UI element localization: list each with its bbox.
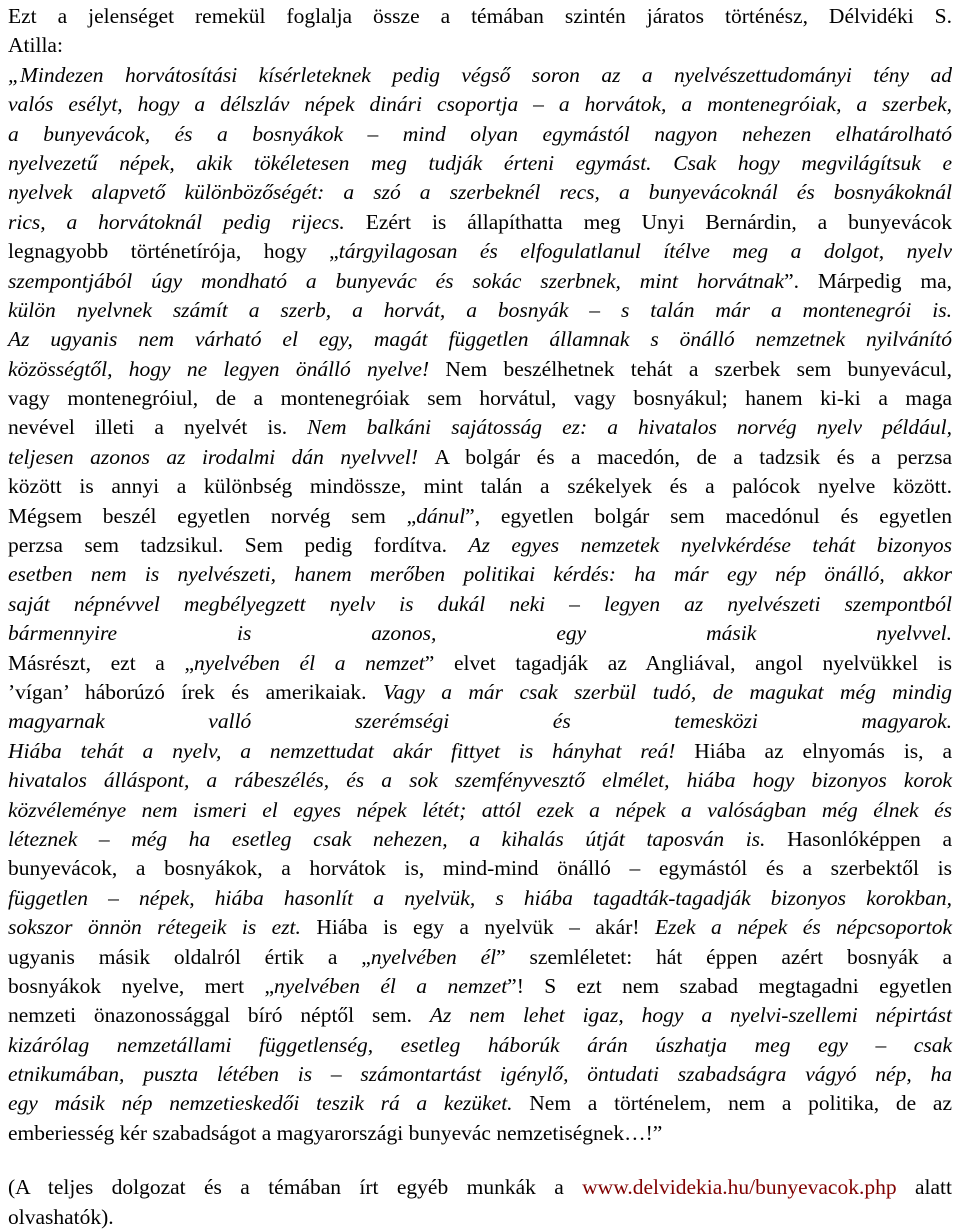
quote-line (8, 443, 952, 472)
quote-line (8, 884, 952, 913)
quote-text-segment: nyelvében él (370, 944, 497, 969)
quote-text-segment: a bunyevácok, és a bosnyákok – mind olyan egymástól nagyon nehezen elhatárolható (8, 121, 952, 146)
quote-text-segment: nevével illeti a nyelvét is. (8, 415, 308, 440)
quote-line (8, 531, 952, 560)
quote-line (8, 61, 952, 90)
quote-text-segment: „Mindezen horvátosítási kísérleteknek pedig végső soron az a nyelvészettudományi tény ad (8, 62, 952, 87)
quote-text-segment: Az nem lehet igaz, hogy a nyelvi-szellemi népirtást (429, 1003, 952, 1028)
quote-text-segment: hivatalos álláspont, a rábeszélés, és a sok szemfényvesztő elmélet, hiába hogy bizonyos korok (8, 768, 952, 793)
quote-text-segment: dánul (416, 503, 466, 528)
quote-line (8, 825, 952, 854)
quote-text-segment: Az egyes nemzetek nyelvkérdése tehát bizonyos (468, 533, 953, 558)
quote-text-segment: Hiába is egy a nyelvük – akár! (316, 915, 655, 940)
quote-line (8, 1001, 952, 1030)
quote-text-segment: Nem balkáni sajátosság ez: a hivatalos norvég nyelv például, (307, 415, 952, 440)
quote-text-segment: Az ugyanis nem várható el egy, magát független államnak s önálló nemzetnek nyilvánító (8, 327, 952, 352)
quote-text-segment: Hiába az elnyomás is, a (694, 738, 953, 763)
source-link[interactable]: www.delvidekia.hu/bunyevacok.php (582, 1175, 897, 1200)
intro-paragraph (8, 2, 952, 61)
quote-line (8, 355, 952, 384)
quote-text-segment: Ezért is állapíthatta meg Unyi Bernárdin, a bunyevácok (365, 209, 953, 234)
quote-text-segment: közvéleménye nem ismeri el egyes népek létét; attól ezek a népek a valóságban még élnek és (8, 797, 952, 822)
quote-line (8, 590, 952, 619)
quote-line (8, 149, 952, 178)
quote-line (8, 502, 952, 531)
quote-line (8, 943, 952, 972)
quote-text-segment: külön nyelvnek számít a szerb, a horvát, a bosnyák – s talán már a montenegrói is. (8, 297, 952, 322)
quote-text-segment: rics, a horvátoknál pedig rijecs. (8, 209, 366, 234)
intro-line-1: Ezt a jelenséget remekül foglalja össze a témában szintén járatos történész, Délvidéki S. (8, 4, 952, 28)
quote-line (8, 120, 952, 149)
quote-text-segment: Másrészt, ezt a „ (8, 650, 194, 675)
quote-line (8, 413, 952, 442)
quote-text-segment: saját népnévvel megbélyegzett nyelv is dukál neki – legyen az nyelvészeti szempontból (8, 591, 952, 616)
footer-line-1 (8, 1173, 952, 1202)
quote-text-segment: magyarnak valló szerémségi és temesközi magyarok. (8, 709, 952, 734)
quote-text-segment: ’vígan’ háborúzó írek és amerikaiak. (8, 679, 383, 704)
quote-line (8, 325, 952, 354)
quote-text-segment: nemzeti önazonossággal bíró néptől sem. (8, 1003, 430, 1028)
quote-text-segment: Nem beszélhetnek tehát a szerbek sem bunyevácul, (445, 356, 952, 381)
quote-text-segment: közösségtől, hogy ne legyen önálló nyelve! (8, 356, 446, 381)
quote-text-segment: között is annyi a különbség mindössze, mint talán a székelyek és a palócok nyelve között. (8, 474, 952, 499)
quote-line (8, 972, 952, 1001)
intro-line-2: Atilla: (8, 33, 63, 58)
quote-line (8, 296, 952, 325)
quote-line (8, 737, 952, 766)
quote-text-segment: tárgyilagosan és elfogulatlanul ítélve meg a dolgot, nyelv (338, 239, 953, 264)
quote-text-segment: vagy montenegróiul, de a montenegróiak sem horvátul, vagy bosnyákul; hanem ki-ki a maga (8, 386, 952, 411)
footer-line-2: olvashatók). (8, 1204, 114, 1229)
quote-text-segment: valós esélyt, hogy a délszláv népek dinári csoportja – a horvátok, a montenegróiak, a szerbek, (8, 92, 952, 117)
quote-text-segment: legnagyobb történetírója, hogy „ (8, 239, 339, 264)
quote-line (8, 1060, 952, 1089)
quote-line (8, 90, 952, 119)
quote-line (8, 766, 952, 795)
quote-text-segment: bosnyákok nyelve, mert „ (8, 973, 275, 998)
footer-text-before-link: (A teljes dolgozat és a témában írt egyéb munkák a (8, 1175, 583, 1200)
quote-text-segment: nyelvek alapvető különbözőségét: a szó a szerbeknél recs, a bunyevácoknál és bosnyákoknál (8, 180, 952, 205)
quote-line (8, 796, 952, 825)
quote-text-segment: nyelvezetű népek, akik tökéletesen meg tudják érteni egymást. Csak hogy megvilágítsuk e (8, 150, 952, 175)
footer-paragraph (8, 1173, 952, 1232)
quote-line (8, 560, 952, 589)
quote-text-segment: Vagy a már csak szerbül tudó, de magukat még mindig (382, 679, 952, 704)
footer-text-after-link: alatt (896, 1175, 952, 1200)
quote-text-segment: esetben nem is nyelvészeti, hanem merőben politikai kérdés: ha már egy nép önálló, akkor (8, 562, 952, 587)
quote-text-segment: etnikumában, puszta létében is – számontartást igénylő, öntudati szabadságra vágyó nép, ha (8, 1062, 952, 1087)
quote-text-segment: léteznek – még ha esetleg csak nehezen, a kihalás útját taposván is. (8, 826, 788, 851)
quote-text-segment: egy másik nép nemzetieskedői teszik rá a kezüket. (8, 1091, 530, 1116)
quote-line (8, 707, 952, 736)
quote-text-segment: nyelvében él a nemzet (274, 973, 508, 998)
quote-line (8, 619, 952, 648)
quote-text-segment: bunyevácok, a bosnyákok, a horvátok is, mind-mind önálló – egymástól és a szerbektől is (8, 856, 952, 881)
quote-text-segment: ugyanis másik oldalról értik a „ (8, 944, 371, 969)
quote-text-segment: nyelvében él a nemzet (194, 650, 425, 675)
quote-line (8, 649, 952, 678)
quote-text-segment: perzsa sem tadzsikul. Sem pedig fordítva. (8, 533, 469, 558)
quote-line (8, 1031, 952, 1060)
quote-text-segment: emberiesség kér szabadságot a magyarországi bunyevác nemzetiségnek…!” (8, 1120, 663, 1145)
quote-line (8, 237, 952, 266)
quote-line (8, 472, 952, 501)
quote-text-segment: A bolgár és a macedón, de a tadzsik és a perzsa (434, 444, 952, 469)
quote-line (8, 854, 952, 883)
quote-text-segment: ” szemléletet: hát éppen azért bosnyák a (496, 944, 953, 969)
quote-text-segment: ” elvet tagadják az Angliával, angol nyelvükkel is (424, 650, 952, 675)
quote-text-segment: sokszor önnön rétegeik is ezt. (8, 915, 317, 940)
quote-text-segment: Ezek a népek és népcsoportok (654, 915, 952, 940)
quote-text-segment: Mégsem beszél egyetlen norvég sem „ (8, 503, 417, 528)
quote-text-segment: teljesen azonos az irodalmi dán nyelvvel! (8, 444, 435, 469)
quote-paragraph (8, 61, 952, 1148)
quote-line (8, 1119, 952, 1148)
quote-text-segment: Hasonlóképpen a (787, 826, 952, 851)
quote-line (8, 913, 952, 942)
quote-text-segment: Nem a történelem, nem a politika, de az (529, 1091, 953, 1116)
quote-text-segment: bármennyire is azonos, egy másik nyelvvel. (8, 621, 952, 646)
paragraph-gap (8, 1148, 952, 1173)
quote-text-segment: ”, egyetlen bolgár sem macedónul és egyetlen (465, 503, 952, 528)
quote-text-segment: szempontjából úgy mondható a bunyevác és sokác szerbnek, mint horvátnak (8, 268, 785, 293)
quote-line (8, 267, 952, 296)
quote-text-segment: ”. Márpedig ma, (784, 268, 952, 293)
quote-line (8, 1089, 952, 1118)
quote-text-segment: ”! S ezt nem szabad megtagadni egyetlen (507, 973, 952, 998)
quote-text-segment: Hiába tehát a nyelv, a nemzettudat akár fittyet is hányhat reá! (8, 738, 695, 763)
quote-line (8, 178, 952, 207)
quote-text-segment: kizárólag nemzetállami függetlenség, esetleg háborúk árán úszhatja meg egy – csak (8, 1032, 952, 1057)
quote-line (8, 208, 952, 237)
quote-line (8, 678, 952, 707)
quote-text-segment: független – népek, hiába hasonlít a nyelvük, s hiába tagadták-tagadják bizonyos korokban, (8, 885, 952, 910)
quote-line (8, 384, 952, 413)
